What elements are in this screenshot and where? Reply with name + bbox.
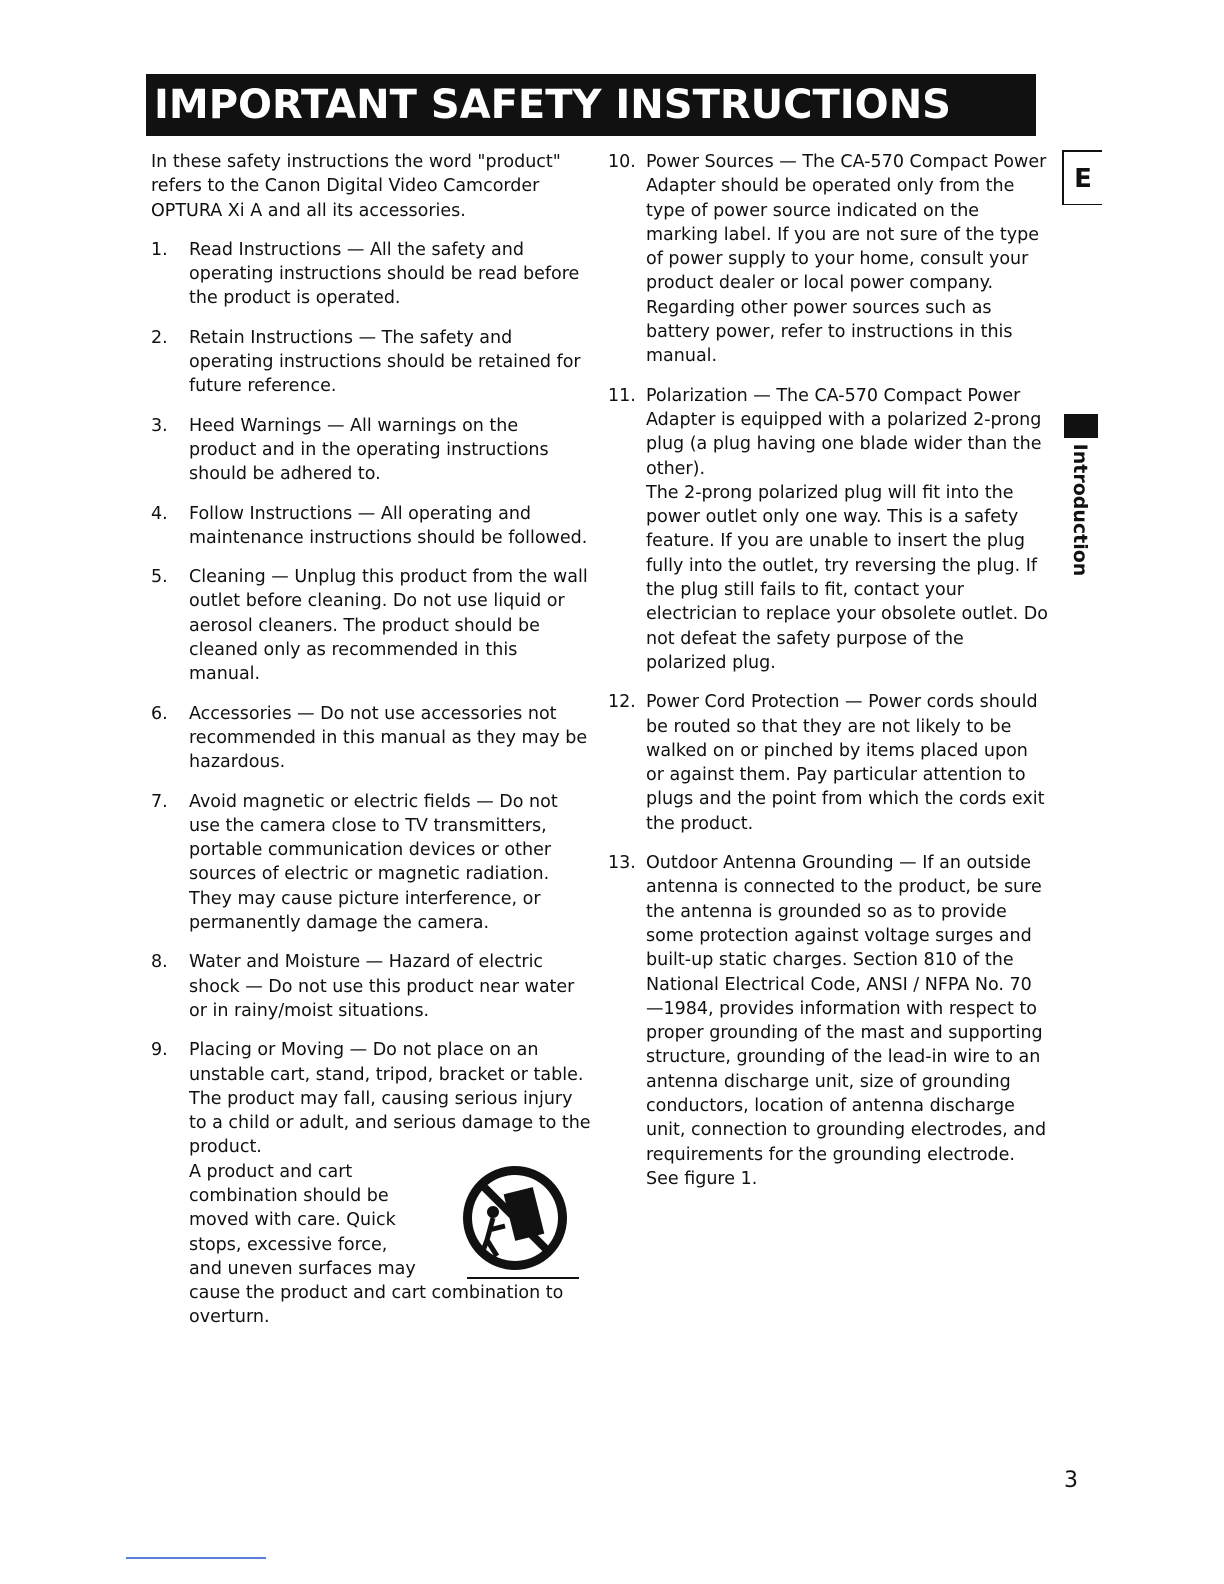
section-tab	[1060, 440, 1100, 580]
intro-paragraph: In these safety instructions the word "product" refers to the Canon Digital Video Camcorder OPTURA Xi A and all its accessories.	[151, 152, 561, 221]
item-text: Follow Instructions — All operating and maintenance instructions should be followed.	[189, 503, 588, 548]
item-number: 6.	[151, 703, 168, 724]
left-column	[151, 150, 591, 1345]
item-text: Read Instructions — All the safety and operating instructions should be read before the product is operated.	[189, 239, 580, 309]
section-label: Introduction	[1069, 443, 1091, 577]
list-item	[151, 702, 591, 775]
item-text: Retain Instructions — The safety and operating instructions should be retained for future reference.	[189, 327, 581, 397]
item-text: Avoid magnetic or electric fields — Do not use the camera close to TV transmitters, portable communication devices or other sources of electric or magnetic radiation. They may cause picture interference, or permanently damage the camera.	[189, 791, 558, 934]
list-item	[608, 851, 1048, 1191]
item-number: 7.	[151, 791, 168, 812]
item-number: 8.	[151, 952, 168, 973]
item-number: 13.	[608, 853, 636, 874]
item-text-continued: The 2-prong polarized plug will fit into the power outlet only one way. This is a safety feature. If you are unable to insert the plug fully into the outlet, try reversing the plug. If the plug still fails to fit, contact your electrician to replace your obsolete outlet. Do not defeat the safety purpose of the polarized plug.	[646, 482, 1048, 673]
list-item	[608, 150, 1048, 369]
item-number: 9.	[151, 1040, 168, 1061]
item-text: Placing or Moving — Do not place on an unstable cart, stand, tripod, bracket or table. The product may fall, causing serious injury to a child or adult, and serious damage to the product.	[189, 1040, 591, 1158]
list-item	[151, 414, 591, 487]
cart-tip-over-warning-icon	[453, 1160, 583, 1290]
list-item	[151, 790, 591, 936]
language-tab: E	[1062, 150, 1102, 205]
item-number: 10.	[608, 152, 636, 172]
item-text-block	[189, 1038, 591, 1330]
item-text: Cleaning — Unplug this product from the wall outlet before cleaning. Do not use liquid or aerosol cleaners. The product should be cleaned only as recommended in this manual.	[189, 567, 588, 685]
section-marker	[1064, 414, 1098, 438]
list-item	[608, 690, 1048, 836]
cart-warning-block	[189, 1160, 591, 1330]
item-text: Heed Warnings — All warnings on the product and in the operating instructions should be adhered to.	[189, 415, 549, 485]
item-number: 2.	[151, 327, 168, 348]
item-text: Water and Moisture — Hazard of electric shock — Do not use this product near water or in rainy/moist situations.	[189, 952, 575, 1021]
list-item	[151, 565, 591, 686]
item-text: Power Sources — The CA-570 Compact Power Adapter should be operated only from the type of power source indicated on the marking label. If you are not sure of the type of power supply to your home, consult your product dealer or local power company. Regarding other power sources such as battery power, refer to instructions in this manual.	[646, 152, 1047, 367]
list-item	[151, 950, 591, 1023]
item-text: Polarization — The CA-570 Compact Power Adapter is equipped with a polarized 2-prong plug (a plug having one blade wider than the other).	[646, 385, 1042, 479]
list-item	[151, 1038, 591, 1330]
item-number: 11.	[608, 385, 636, 406]
list-item	[151, 326, 591, 399]
item-text: Accessories — Do not use accessories not recommended in this manual as they may be hazardous.	[189, 703, 588, 773]
item-number: 12.	[608, 692, 636, 713]
item-number: 3.	[151, 415, 168, 436]
item-text-continued: A product and cart combination should be moved with care. Quick stops, excessive force, and uneven surfaces may	[189, 1161, 416, 1279]
page-number: 3	[1064, 1468, 1078, 1493]
footer-rule	[126, 1557, 266, 1559]
item-number: 1.	[151, 239, 168, 260]
item-text: Power Cord Protection — Power cords should be routed so that they are not likely to be walked on or pinched by items placed upon or against them. Pay particular attention to plugs and the point from which the cords exit the product.	[646, 692, 1045, 834]
item-text: Outdoor Antenna Grounding — If an outside antenna is connected to the product, be sure the antenna is grounded so as to provide some protection against voltage surges and built-up static charges. Section 810 of the National Electrical Code, ANSI / NFPA No. 70—1984, provides information with respect to proper grounding of the mast and supporting structure, grounding of the lead-in wire to an antenna discharge unit, size of grounding conductors, location of antenna discharge unit, connection to grounding electrodes, and requirements for the grounding electrode. See figure 1.	[646, 853, 1047, 1189]
page-title: IMPORTANT SAFETY INSTRUCTIONS	[146, 74, 1036, 136]
item-number: 5.	[151, 567, 168, 588]
item-text-block	[646, 384, 1048, 676]
item-text-end: cause the product and cart combination to overturn.	[189, 1283, 564, 1328]
list-item	[151, 502, 591, 551]
right-column	[608, 150, 1048, 1206]
list-item	[608, 384, 1048, 676]
item-number: 4.	[151, 503, 168, 524]
list-item	[151, 238, 591, 311]
